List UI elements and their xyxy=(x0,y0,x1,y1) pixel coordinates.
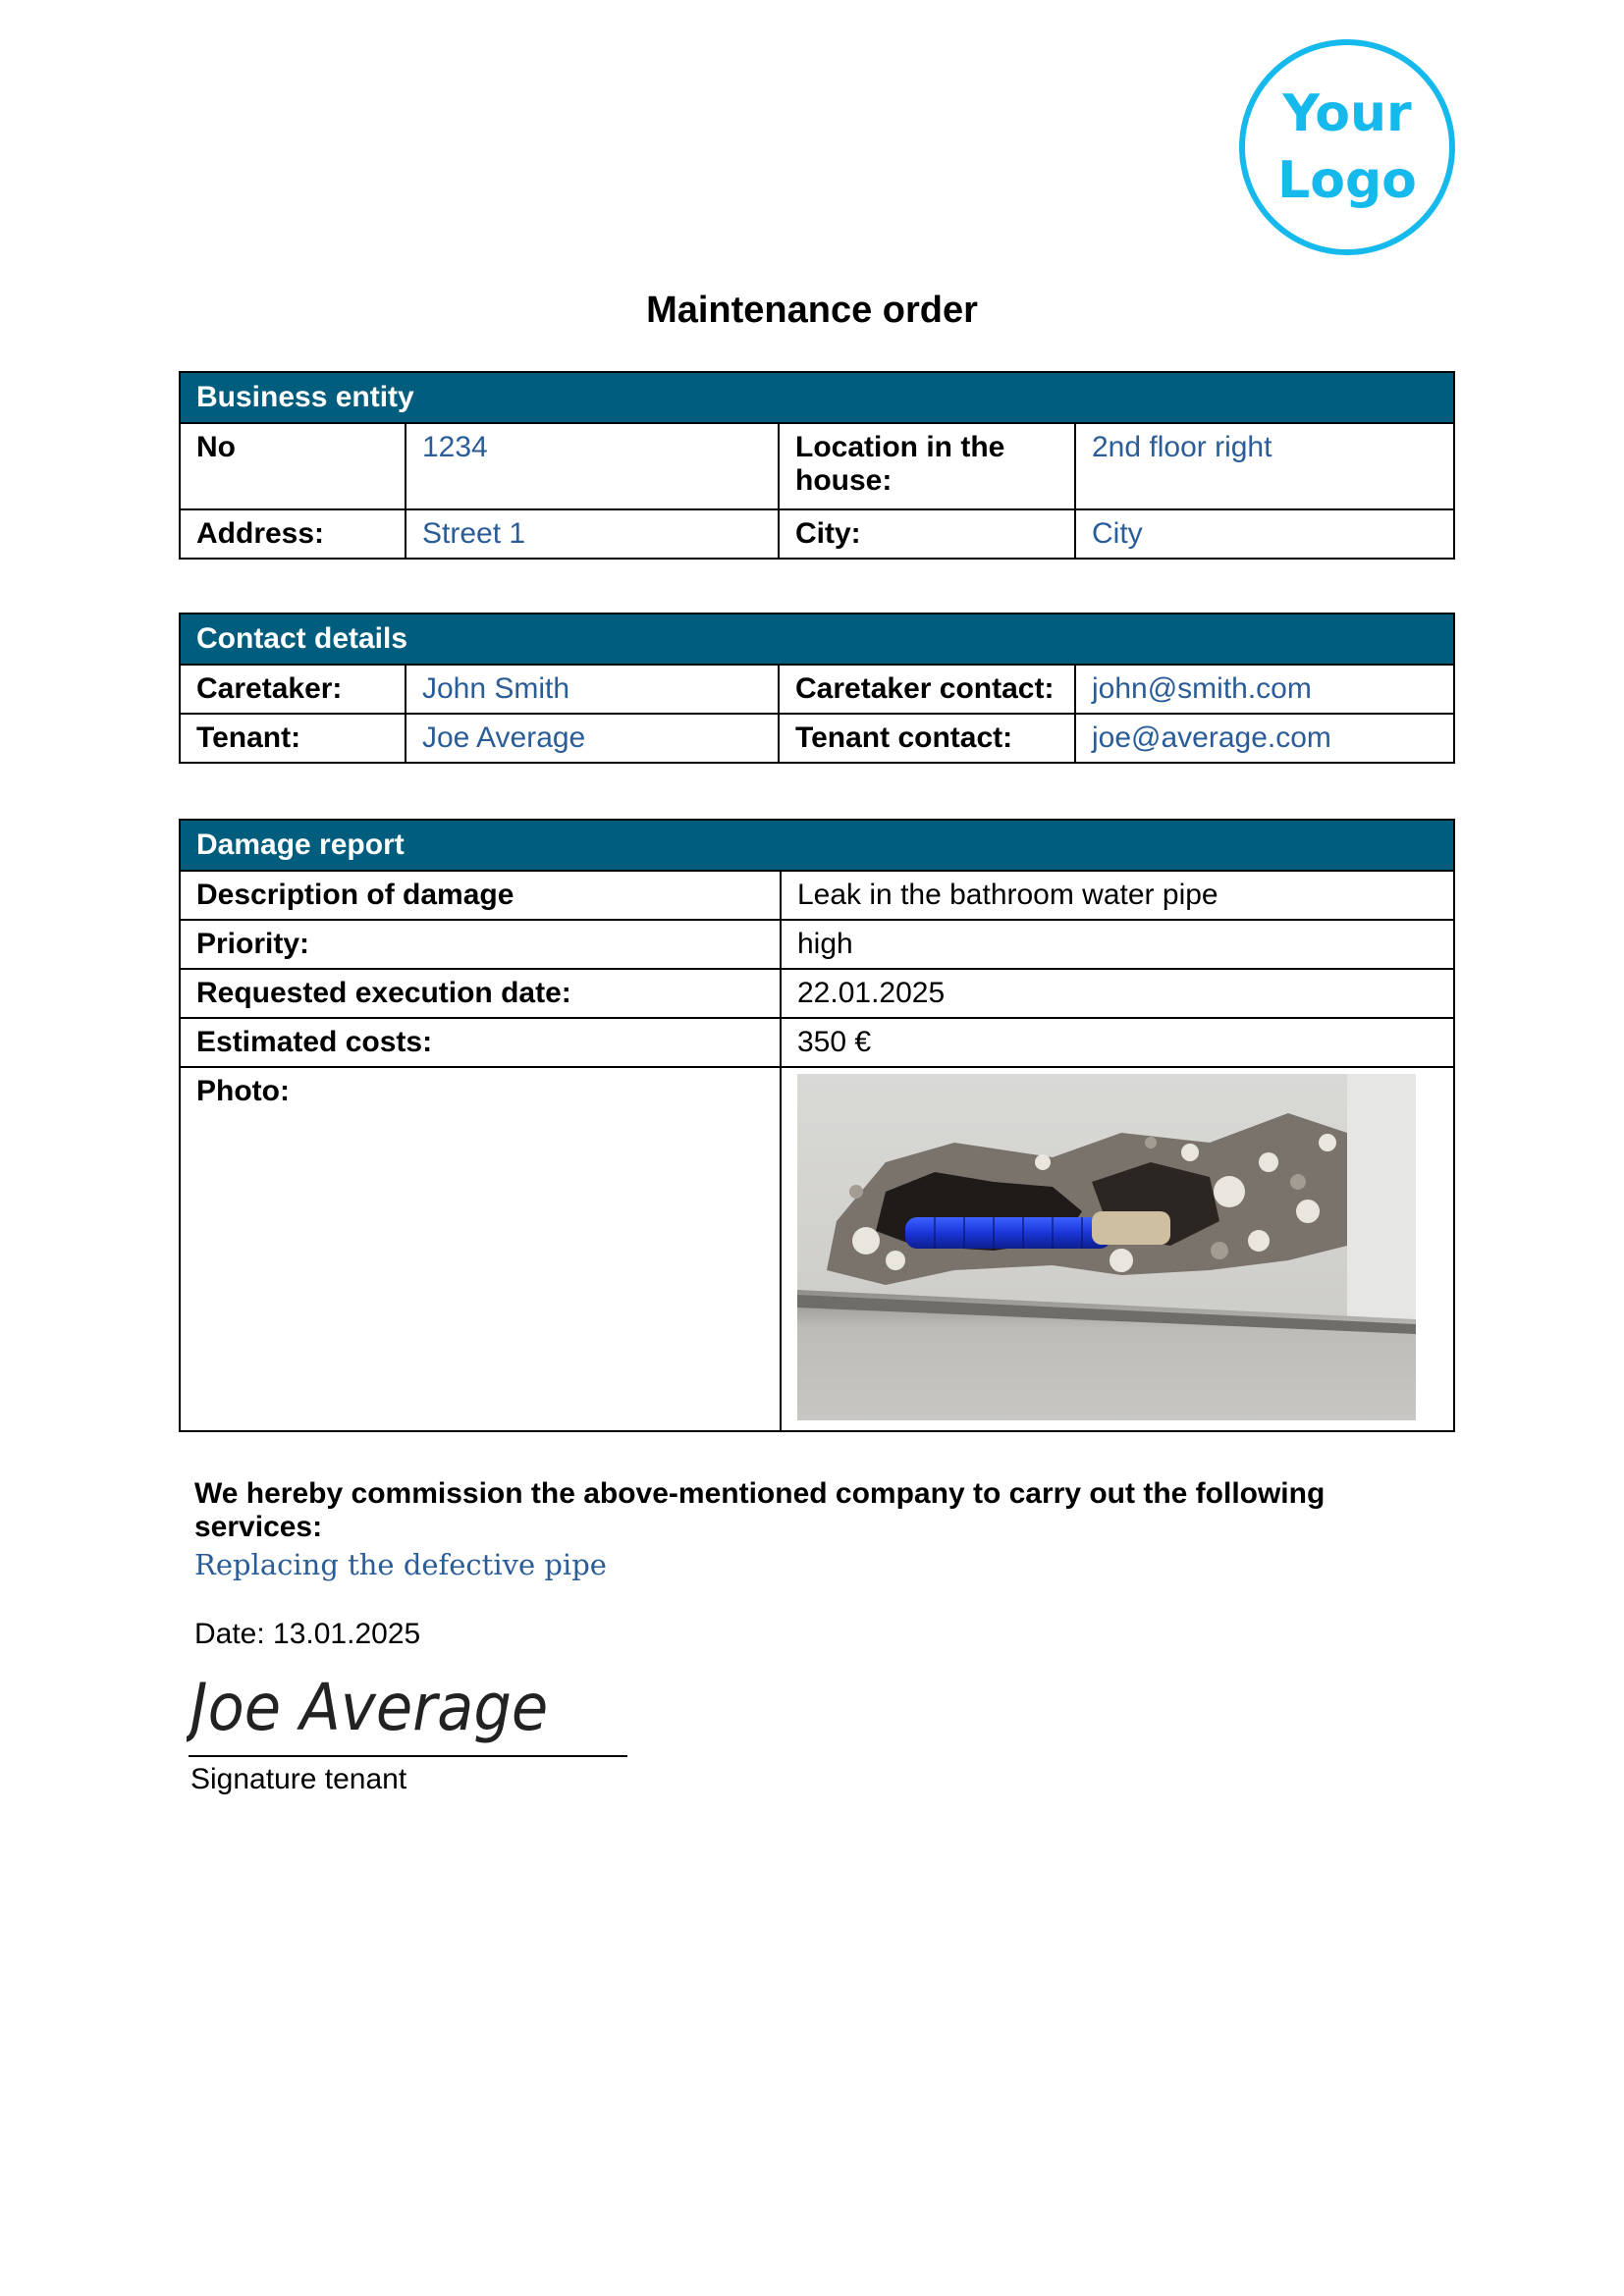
company-logo xyxy=(1239,39,1455,255)
priority-value: high xyxy=(781,920,1454,969)
contact-details-table xyxy=(179,613,1455,764)
business-entity-table xyxy=(179,371,1455,560)
commission-statement: We hereby commission the above-mentioned company to carry out the following services: xyxy=(194,1477,1326,1543)
costs-value: 350 € xyxy=(781,1018,1454,1067)
tenant-signature xyxy=(187,1659,628,1747)
description-value: Leak in the bathroom water pipe xyxy=(781,871,1454,920)
tenant-contact-value: joe@average.com xyxy=(1075,714,1454,763)
damage-report-table xyxy=(179,819,1455,1432)
photo-label: Photo: xyxy=(180,1067,781,1431)
damage-report-header: Damage report xyxy=(180,820,1454,871)
execution-date-value: 22.01.2025 xyxy=(781,969,1454,1018)
caretaker-contact-value: john@smith.com xyxy=(1075,665,1454,714)
tenant-contact-label: Tenant contact: xyxy=(779,714,1075,763)
document-title: Maintenance order xyxy=(646,290,978,331)
signature-line xyxy=(189,1755,627,1757)
photo-cell xyxy=(781,1067,1454,1431)
tenant-value: Joe Average xyxy=(406,714,779,763)
caretaker-label: Caretaker: xyxy=(180,665,406,714)
logo-line-2: Logo xyxy=(1277,151,1417,210)
contact-details-header: Contact details xyxy=(180,614,1454,665)
priority-label: Priority: xyxy=(180,920,781,969)
no-value: 1234 xyxy=(406,423,779,509)
service-description: Replacing the defective pipe xyxy=(194,1548,607,1581)
location-value: 2nd floor right xyxy=(1075,423,1454,509)
damage-photo xyxy=(797,1074,1416,1420)
city-value: City xyxy=(1075,509,1454,559)
no-label: No xyxy=(180,423,406,509)
location-label: Location in the house: xyxy=(779,423,1075,509)
order-date: Date: 13.01.2025 xyxy=(194,1618,421,1650)
business-entity-header: Business entity xyxy=(180,372,1454,423)
logo-line-1: Your xyxy=(1282,84,1412,143)
address-value: Street 1 xyxy=(406,509,779,559)
description-label: Description of damage xyxy=(180,871,781,920)
caretaker-contact-label: Caretaker contact: xyxy=(779,665,1075,714)
costs-label: Estimated costs: xyxy=(180,1018,781,1067)
tenant-label: Tenant: xyxy=(180,714,406,763)
city-label: City: xyxy=(779,509,1075,559)
caretaker-value: John Smith xyxy=(406,665,779,714)
signature-name: Joe Average xyxy=(189,1669,549,1745)
signature-label: Signature tenant xyxy=(190,1763,407,1795)
address-label: Address: xyxy=(180,509,406,559)
execution-date-label: Requested execution date: xyxy=(180,969,781,1018)
